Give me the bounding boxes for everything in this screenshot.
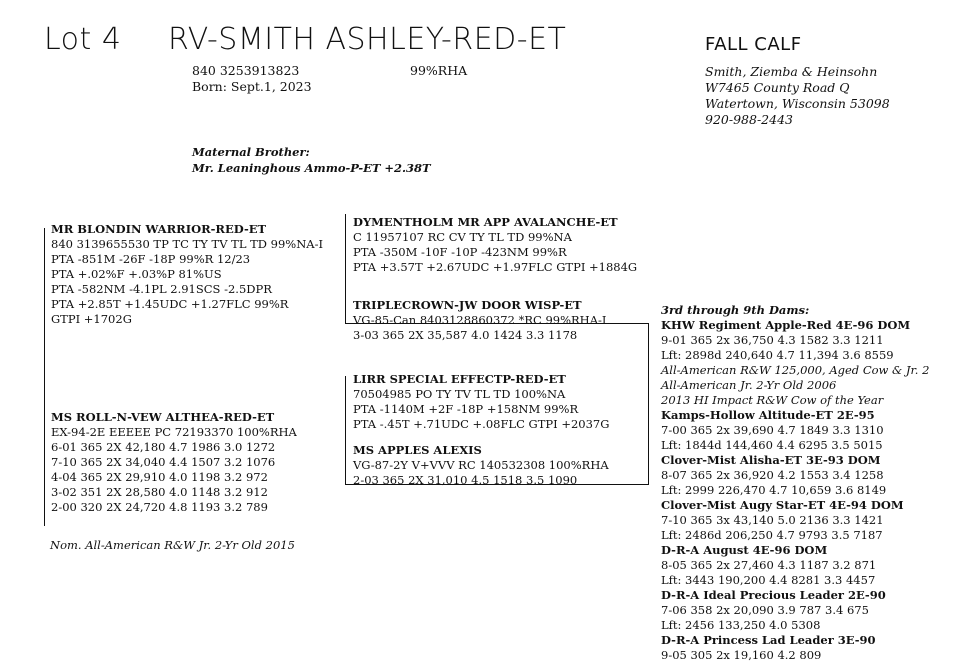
dam-sire-line: PTA -1140M +2F -18P +158NM 99%R — [353, 402, 579, 416]
dam-entry-name: D-R-A Princess Lad Leader 3E-90 — [661, 633, 876, 647]
sire-line: PTA +2.85T +1.45UDC +1.27FLC 99%R — [51, 297, 289, 311]
sire-dam-name: TRIPLECROWN-JW DOOR WISP-ET — [353, 298, 582, 312]
sire-line: PTA +.02%F +.03%P 81%US — [51, 267, 222, 281]
dam-entry-name: Clover-Mist Augy Star-ET 4E-94 DOM — [661, 498, 904, 512]
dam-entry-line: All-American Jr. 2-Yr Old 2006 — [661, 378, 837, 392]
breeder-info — [705, 64, 890, 128]
dam-name: MS ROLL-N-VEW ALTHEA-RED-ET — [51, 410, 275, 424]
maternal-brother-value: Mr. Leaninghous Ammo-P-ET +2.38T — [192, 161, 431, 175]
pedigree-line-sire — [345, 214, 346, 324]
maternal-brother — [192, 144, 431, 176]
dam-entry-line: Lft: 2999 226,470 4.7 10,659 3.6 8149 — [661, 483, 887, 497]
dam-entry-line: All-American R&W 125,000, Aged Cow & Jr. 2 — [661, 363, 930, 377]
dam-entry-line: 9-01 365 2x 36,750 4.3 1582 3.3 1211 — [661, 333, 884, 347]
breeder-line: W7465 County Road Q — [705, 80, 850, 95]
pedigree-line-main — [44, 228, 45, 526]
breeder-line: Smith, Ziemba & Heinsohn — [705, 64, 878, 79]
sire-block — [51, 222, 323, 327]
dam-entry-line: Lft: 1844d 144,460 4.4 6295 3.5 5015 — [661, 438, 883, 452]
sire-sire-name: DYMENTHOLM MR APP AVALANCHE-ET — [353, 215, 618, 229]
sire-dam-line: VG-85-Can 8403128860372 *RC 99%RHA-I — [353, 313, 607, 327]
dams-list — [661, 303, 930, 662]
breeder-line: 920-988-2443 — [705, 112, 793, 127]
dam-line: EX-94-2E EEEEE PC 72193370 100%RHA — [51, 425, 297, 439]
dam-entry-line: 8-07 365 2x 36,920 4.2 1553 3.4 1258 — [661, 468, 884, 482]
breeder-line: Watertown, Wisconsin 53098 — [705, 96, 890, 111]
dam-entry-name: D-R-A Ideal Precious Leader 2E-90 — [661, 588, 886, 602]
category-label: FALL CALF — [705, 34, 802, 55]
dam-dam-name: MS APPLES ALEXIS — [353, 443, 482, 457]
dam-sire-line: PTA -.45T +.71UDC +.08FLC GTPI +2037G — [353, 417, 610, 431]
lot-number: Lot 4 — [44, 22, 122, 57]
dam-sire-block — [353, 372, 609, 432]
dam-line: 4-04 365 2X 29,910 4.0 1198 3.2 972 — [51, 470, 268, 484]
sire-name: MR BLONDIN WARRIOR-RED-ET — [51, 222, 267, 236]
dam-entry-name: Kamps-Hollow Altitude-ET 2E-95 — [661, 408, 875, 422]
dam-entry-line: 8-05 365 2x 27,460 4.3 1187 3.2 871 — [661, 558, 877, 572]
dam-line: 6-01 365 2X 42,180 4.7 1986 3.0 1272 — [51, 440, 276, 454]
dam-sire-line: 70504985 PO TY TV TL TD 100%NA — [353, 387, 566, 401]
sire-sire-line: PTA -350M -10F -10P -423NM 99%R — [353, 245, 567, 259]
dam-entry-name: Clover-Mist Alisha-ET 3E-93 DOM — [661, 453, 881, 467]
dam-sire-name: LIRR SPECIAL EFFECTP-RED-ET — [353, 372, 566, 386]
dam-dam-line: 2-03 365 2X 31,010 4.5 1518 3.5 1090 — [353, 473, 578, 487]
sire-line: PTA -851M -26F -18P 99%R 12/23 — [51, 252, 251, 266]
dam-entry-line: 9-05 305 2x 19,160 4.2 809 — [661, 648, 822, 662]
dam-dam-line: VG-87-2Y V+VVV RC 140532308 100%RHA — [353, 458, 609, 472]
maternal-brother-label: Maternal Brother: — [192, 145, 310, 159]
dam-entry-line: 7-06 358 2x 20,090 3.9 787 3.4 675 — [661, 603, 869, 617]
dam-line: 2-00 320 2X 24,720 4.8 1193 3.2 789 — [51, 500, 268, 514]
dam-line: 3-02 351 2X 28,580 4.0 1148 3.2 912 — [51, 485, 268, 499]
dam-entry-line: 2013 HI Impact R&W Cow of the Year — [661, 393, 884, 407]
pedigree-line-dam — [345, 376, 346, 484]
dam-block — [51, 410, 297, 515]
sire-dam-line: 3-03 365 2X 35,587 4.0 1424 3.3 1178 — [353, 328, 578, 342]
dam-entry-name: KHW Regiment Apple-Red 4E-96 DOM — [661, 318, 911, 332]
dam-entry-name: D-R-A August 4E-96 DOM — [661, 543, 828, 557]
dam-entry-line: Lft: 2456 133,250 4.0 5308 — [661, 618, 821, 632]
sire-line: GTPI +1702G — [51, 312, 132, 326]
dam-entry-line: Lft: 2486d 206,250 4.7 9793 3.5 7187 — [661, 528, 883, 542]
registration-number: 840 3253913823 — [192, 63, 300, 78]
dam-entry-line: Lft: 3443 190,200 4.4 8281 3.3 4457 — [661, 573, 876, 587]
dam-line: 7-10 365 2X 34,040 4.4 1507 3.2 1076 — [51, 455, 276, 469]
sire-line: PTA -582NM -4.1PL 2.91SCS -2.5DPR — [51, 282, 272, 296]
animal-name: RV-SMITH ASHLEY-RED-ET — [168, 22, 567, 57]
nomination-note: Nom. All-American R&W Jr. 2-Yr Old 2015 — [50, 538, 295, 552]
dam-entry-line: 7-10 365 3x 43,140 5.0 2136 3.3 1421 — [661, 513, 884, 527]
sire-sire-line: C 11957107 RC CV TY TL TD 99%NA — [353, 230, 572, 244]
dam-entry-line: 7-00 365 2x 39,690 4.7 1849 3.3 1310 — [661, 423, 884, 437]
pedigree-line-dams — [648, 323, 649, 485]
sire-sire-line: PTA +3.57T +2.67UDC +1.97FLC GTPI +1884G — [353, 260, 638, 274]
dam-dam-block — [353, 443, 609, 488]
dam-entry-line: Lft: 2898d 240,640 4.7 11,394 3.6 8559 — [661, 348, 894, 362]
dams-heading: 3rd through 9th Dams: — [661, 303, 810, 317]
sire-sire-block — [353, 215, 637, 275]
sire-dam-block — [353, 298, 606, 343]
sire-line: 840 3139655530 TP TC TY TV TL TD 99%NA-I — [51, 237, 324, 251]
rha-percent: 99%RHA — [410, 63, 468, 78]
birth-date: Born: Sept.1, 2023 — [192, 79, 312, 94]
